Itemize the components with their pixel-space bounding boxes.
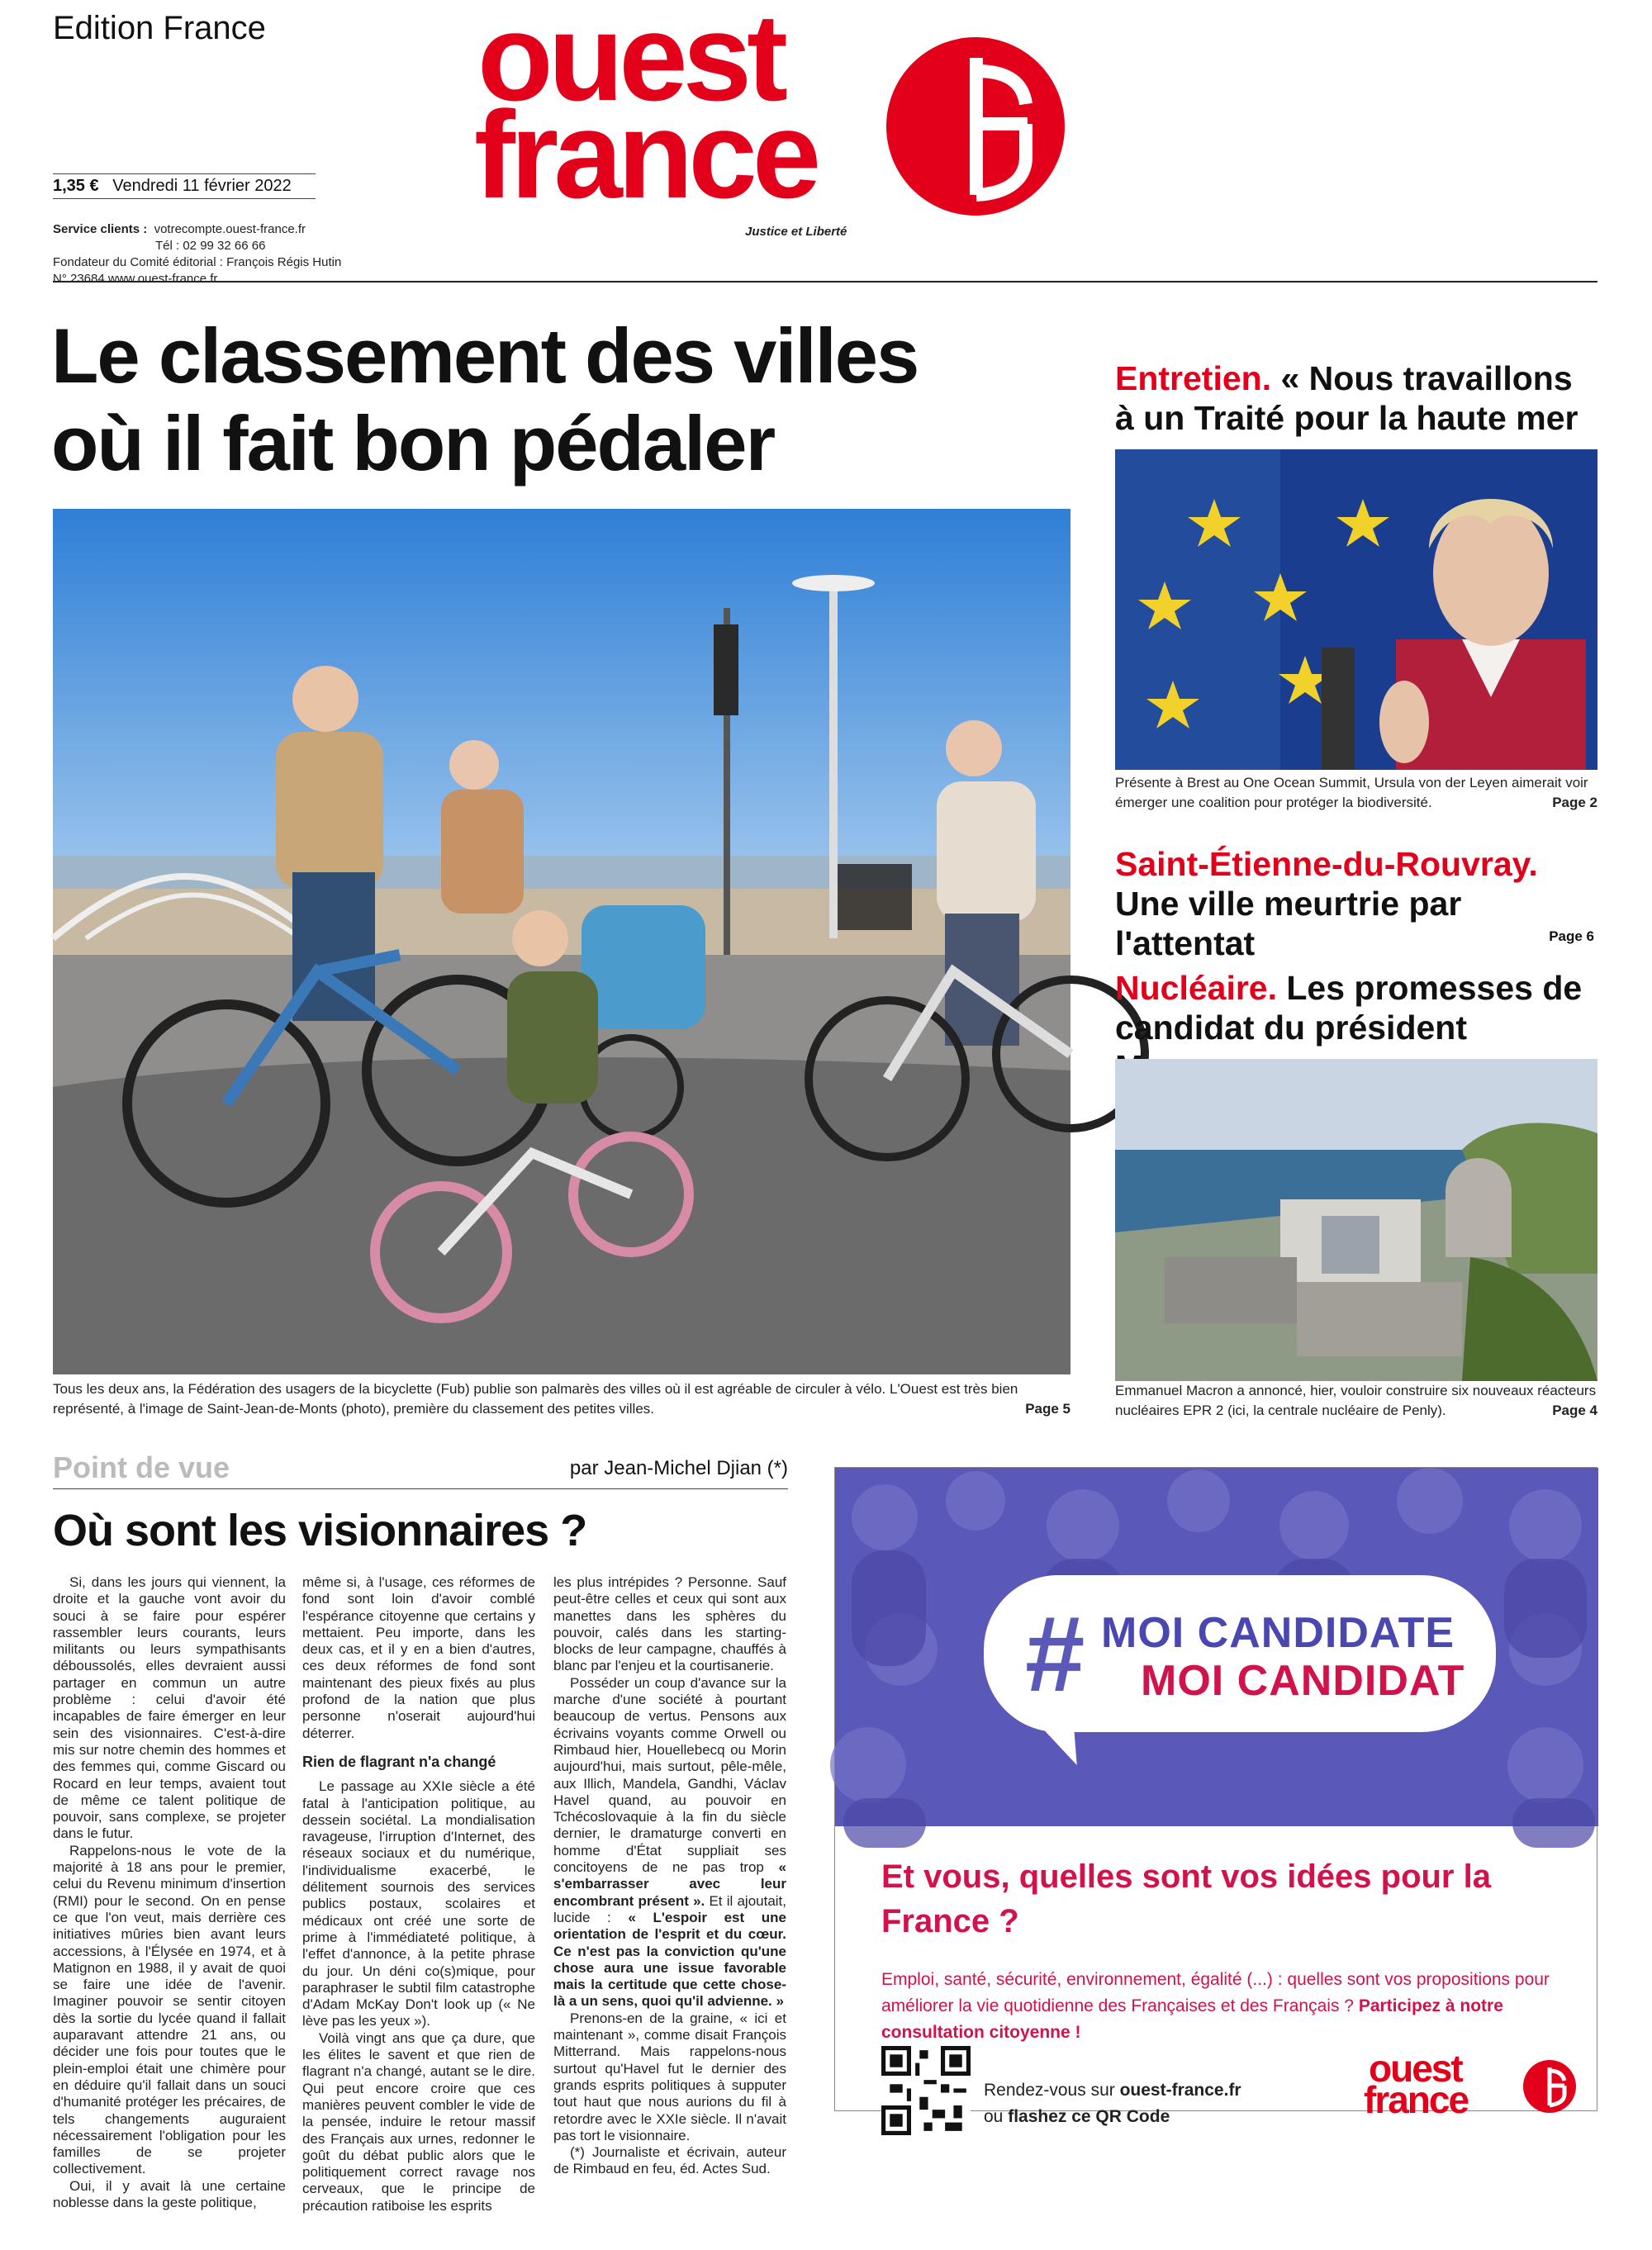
ad-body-text: Emploi, santé, sécurité, environnement, égalité (...) : quelles sont vos propositions pour améliorer la vie quotidienne des Françaises et des Français ? xyxy=(881,1970,1550,2015)
opinion-column-2 xyxy=(302,1574,535,2250)
teaser-interview-title: « Nous travaillons à un Traité pour la haute mer xyxy=(1115,359,1578,437)
opinion-paragraph: les plus intrépides ? Personne. Sauf peut-être celles et ceux qui sont aux manettes dans les sphères du pouvoir, calés dans les starting-blocks de leur campagne, chauffés à blanc par l'enjeu et la courtisanerie. xyxy=(553,1574,786,1674)
issue-number: N° 23684 www.ouest-france.fr xyxy=(53,272,218,286)
teaser-interview-kicker: Entretien. xyxy=(1115,359,1272,397)
teaser-nuclear-kicker: Nucléaire. xyxy=(1115,969,1277,1007)
ad-hashtag-symbol: # xyxy=(1025,1593,1085,1714)
main-photo-cyclists[interactable] xyxy=(53,509,1070,1374)
ad-visit-prefix: Rendez-vous sur xyxy=(984,2081,1120,2100)
service-label: Service clients : xyxy=(53,222,148,236)
ad-logo-circle-icon xyxy=(1522,2059,1577,2114)
teaser-nuclear-caption-text: Emmanuel Macron a annoncé, hier, vouloir construire six nouveaux réacteurs nucléaires EPR 2 (ici, la centrale nucléaire de Penly). xyxy=(1115,1383,1597,1418)
opinion-subheading: Rien de flagrant n'a changé xyxy=(302,1753,496,1770)
ad-logo-word-ouest: ouest xyxy=(1369,2047,1462,2090)
cyclists-photo-illustration xyxy=(53,509,1070,1374)
main-photo-caption xyxy=(53,1379,1070,1419)
ad-logo-word-france: france xyxy=(1364,2078,1469,2121)
ad-call-to-action[interactable]: Participez à notre consultation citoyenne ! xyxy=(881,1996,1503,2042)
ad-banner xyxy=(835,1468,1598,1826)
ad-site-link[interactable]: ouest-france.fr xyxy=(1119,2081,1241,2100)
service-phone: Tél : 02 99 32 66 66 xyxy=(155,239,266,253)
nuclear-plant-photo-illustration xyxy=(1115,1059,1597,1381)
opinion-author: par Jean-Michel Djian (*) xyxy=(569,1457,788,1479)
section-label-point-de-vue: Point de vue xyxy=(53,1450,230,1484)
founder-line: Fondateur du Comité éditorial : François Régis Hutin xyxy=(53,255,342,269)
ad-visit-or: ou xyxy=(984,2107,1009,2126)
logo-word-france: france xyxy=(474,85,817,224)
service-site[interactable]: votrecompte.ouest-france.fr xyxy=(154,222,306,236)
teaser-attack-title: Une ville meurtrie par l'attentat xyxy=(1115,885,1462,962)
teaser-interview-caption-text: Présente à Brest au One Ocean Summit, Ursula von der Leyen aimerait voir émerger une coalition pour protéger la biodiversité. xyxy=(1115,775,1588,810)
opinion-text: Posséder un coup d'avance sur la marche d'une société à pourtant beaucoup de vertus. Pensons aux écrivains voyants comme Orwell ou Rimbaud hier, Houellebecq ou Morin aujourd'hui, mais surtout, pêle-mêle, aux Illich, Mandela, Gandhi, Václav Havel quand, au pouvoir en Tchécoslovaquie à la fin du siècle dernier, le dramaturge converti en homme d'État suppliait ses concitoyens de ne pas trop xyxy=(553,1674,786,1876)
opinion-paragraph: Oui, il y avait là une certaine noblesse dans la geste politique, xyxy=(53,2177,286,2210)
teaser-nuclear-title: Les promesses de candidat du président xyxy=(1115,969,1583,1047)
opinion-quote: « L'espoir est une orientation de l'esprit et du cœur. Ce n'est pas la conviction qu'une chose aura une issue favorable mais la certitude que cette chose-là a un sens, quoi qu'il advienne. » xyxy=(553,1909,786,2010)
eu-speaker-photo-illustration xyxy=(1115,449,1597,770)
main-caption-text: Tous les deux ans, la Fédération des usagers de la bicyclette (Fub) publie son palmarès des villes où il est agréable de circuler à vélo. L'Ouest est très bien représenté, à l'image de Saint-Jean-de-Monts (photo), première du classement des petites villes. xyxy=(53,1381,1018,1417)
teaser-interview-caption xyxy=(1115,773,1597,813)
teaser-attack-page[interactable]: Page 6 xyxy=(1549,928,1594,944)
main-headline[interactable] xyxy=(51,312,1075,487)
tagline: Justice et Liberté xyxy=(745,225,847,239)
opinion-paragraph: Prenons-en de la graine, « ici et maintenant », comme disait François Mitterrand. Mais rappelons-nous surtout qu'Havel fut le dernier des grands esprits politiques à supputer tout haut que nous aurions du fil à retordre avec le XXIe siècle. Il n'avait pas tort le visionnaire. xyxy=(553,2010,786,2143)
logo-circle-icon xyxy=(884,35,1067,218)
price-date-row xyxy=(53,177,292,196)
issue-date: Vendredi 11 février 2022 xyxy=(112,177,292,195)
teaser-attack-kicker: Saint-Étienne-du-Rouvray. xyxy=(1115,845,1538,883)
ad-slogan-line1: MOI CANDIDATE xyxy=(1101,1609,1455,1657)
opinion-paragraph xyxy=(553,1675,786,2010)
teaser-attack[interactable] xyxy=(1115,844,1594,963)
opinion-quote: « s'embarrasser avec leur encombrant présent ». xyxy=(553,1859,786,1909)
price: 1,35 € xyxy=(53,177,99,195)
opinion-footnote: (*) Journaliste et écrivain, auteur de Rimbaud en feu, éd. Actes Sud. xyxy=(553,2144,786,2177)
ad-question: Et vous, quelles sont vos idées pour la France ? xyxy=(881,1858,1491,1939)
opinion-text: Et il ajoutait, lucide : xyxy=(553,1892,786,1925)
teaser-nuclear-caption xyxy=(1115,1381,1597,1421)
ad-body xyxy=(881,1967,1559,2046)
masthead-info xyxy=(53,221,341,287)
opinion-paragraph: Voilà vingt ans que ça dure, que les élites le savent et que rien de flagrant n'a changé, autant se le dire. Qui peut encore croire que ces manières peuvent combler le vide de la pensée, induire le retour massif des Français aux urnes, redonner le goût du débat public alors que le politiquement correct ravage nos cerveaux, que le principe de précaution ratiboise les esprits xyxy=(302,2029,535,2214)
ad-slogan-line2: MOI CANDIDAT xyxy=(1141,1657,1465,1705)
ad-consultation[interactable] xyxy=(834,1467,1597,2126)
qr-code-icon[interactable] xyxy=(881,2046,971,2135)
teaser-nuclear-page[interactable]: Page 4 xyxy=(1552,1403,1597,1418)
teaser-interview-page[interactable]: Page 2 xyxy=(1552,795,1597,810)
ad-qr-instruction: flashez ce QR Code xyxy=(1008,2107,1170,2126)
opinion-paragraph: Si, dans les jours qui viennent, la droite et la gauche vont avoir du souci à se faire pour espérer rassembler leurs courants, leurs militants ou leurs sympathisants déboussolés, elles devraient aussi partager en commun un autre problème : celui d'avoir été incapables de faire émerger en leur sein des visionnaires. C'est-à-dire mis sur notre chemin des hommes et des femmes qui, comme Giscard ou Rocard en leur temps, avaient tout de même ce talent politique de pouvoir, sans complexe, se projeter dans le futur. xyxy=(53,1574,286,1842)
opinion-title[interactable]: Où sont les visionnaires ? xyxy=(53,1506,587,1555)
ad-visit-text xyxy=(984,2077,1241,2130)
opinion-paragraph: Le passage au XXIe siècle a été fatal à l'anticipation politique, au dessein sociétal. La mondialisation ravageuse, l'irruption d'Internet, des réseaux sociaux et du numérique, l'individualisme exacerbé, le délitement sournois des services publics postaux, scolaires et médicaux ont créé une sorte de prime à l'immédiateté politique, à l'effet d'annonce, à la petite phrase du jour. Un déni co(s)mique, pour paraphraser le subtil film catastrophe d'Adam McKay Don't look up (« Ne lève pas les yeux »). xyxy=(302,1778,535,2029)
opinion-column-1 xyxy=(53,1574,286,2250)
main-page-ref[interactable]: Page 5 xyxy=(1025,1401,1070,1417)
teaser-nuclear-photo[interactable] xyxy=(1115,1059,1597,1381)
opinion-column-3 xyxy=(553,1574,786,2250)
main-headline-line1: Le classement des villes xyxy=(51,312,919,399)
main-headline-line2: où il fait bon pédaler xyxy=(51,400,775,487)
opinion-paragraph: Rappelons-nous le vote de la majorité à 18 ans pour le premier, celui du Revenu minimum d'insertion (RMI) pour le second. On en pense ce que l'on veut, mais derrière ces initiatives mûries bien avant leurs accessions, à l'Élysée en 1974, et à Matignon en 1988, il y avait de quoi se faire une idée de l'avenir. Imaginer pouvoir se sentir citoyen dès la sortie du lycée quand il fallait auparavant attendre 21 ans, ou décider une fois pour toutes que le plein-emploi était une chimère pour en déduire qu'il fallait dans un souci d'humanité protéger les précaires, de tels changements auguraient nécessairement l'obligation pour les familles de se projeter collectivement. xyxy=(53,1842,286,2177)
logo-word-ouest: ouest xyxy=(477,0,784,126)
edition-label: Edition France xyxy=(53,10,266,46)
teaser-interview-photo[interactable] xyxy=(1115,449,1597,770)
opinion-paragraph: même si, à l'usage, ces réformes de fond sont loin d'avoir comblé l'espérance citoyenne que certains y mettaient. Peu importe, dans les deux cas, et il y en a bien d'autres, ces deux réformes de fond sont maintenant des pieux fixés au plus profond de la nation que plus personne n'oserait aujourd'hui déterrer. xyxy=(302,1574,535,1741)
